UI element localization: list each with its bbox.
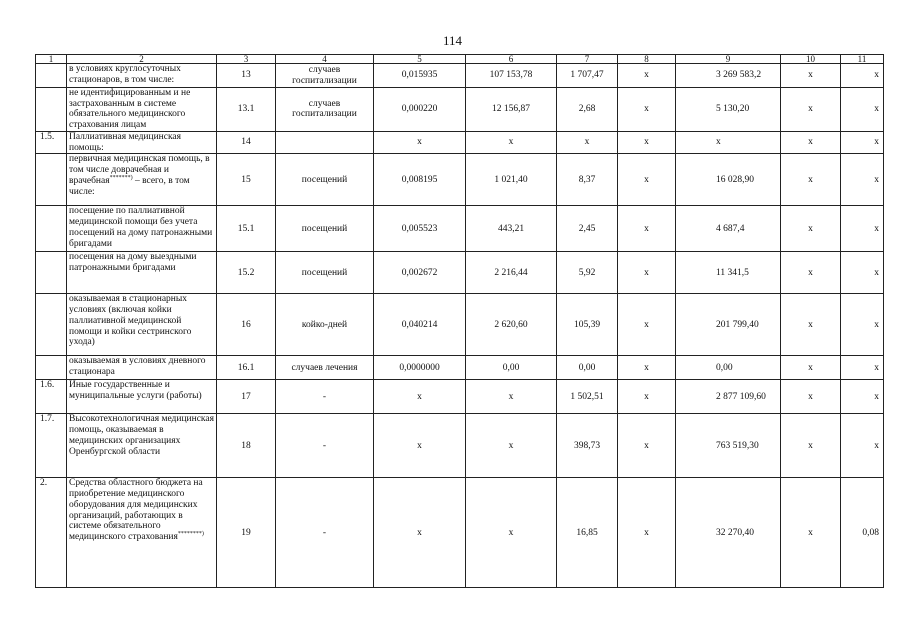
per-capita-amount: 2,45 bbox=[557, 206, 618, 252]
unit-of-measure: случаев госпитализации bbox=[276, 64, 374, 88]
oms-per-capita: x bbox=[618, 356, 676, 380]
unit-of-measure: посещений bbox=[276, 252, 374, 294]
oms-per-capita: x bbox=[618, 478, 676, 588]
unit-cost: 2 620,60 bbox=[466, 294, 557, 356]
oms-total: x bbox=[781, 478, 841, 588]
table-row bbox=[36, 64, 884, 88]
row-label-text: Высокотехнологичная медицинская помощь, оказываемая в медицинских организациях Оренбургской области bbox=[69, 414, 214, 457]
row-label-text: оказываемая в стационарных условиях (включая койки паллиативной медицинской помощи и койки сестринского ухода) bbox=[69, 294, 192, 348]
oms-per-capita: x bbox=[618, 206, 676, 252]
norm-volume: 0,0000000 bbox=[374, 356, 466, 380]
oms-per-capita: x bbox=[618, 64, 676, 88]
row-code: 17 bbox=[217, 380, 276, 414]
row-label bbox=[67, 356, 217, 380]
column-number: 11 bbox=[841, 55, 884, 64]
unit-of-measure: - bbox=[276, 380, 374, 414]
row-label-text: Паллиативная медицинская помощь: bbox=[69, 131, 182, 153]
column-number: 2 bbox=[67, 55, 217, 64]
oms-per-capita: x bbox=[618, 88, 676, 132]
norm-volume: x bbox=[374, 380, 466, 414]
share-percent: x bbox=[841, 206, 884, 252]
share-percent: x bbox=[841, 131, 884, 153]
unit-cost: x bbox=[466, 131, 557, 153]
norm-volume: 0,015935 bbox=[374, 64, 466, 88]
row-label-text: посещение по паллиативной медицинской помощи без учета посещений на дому патронажными бригадами bbox=[69, 206, 213, 249]
share-percent: x bbox=[841, 154, 884, 206]
row-label-text: в условиях круглосуточных стационаров, в том числе: bbox=[69, 64, 181, 85]
unit-cost: 0,00 bbox=[466, 356, 557, 380]
row-label bbox=[67, 206, 217, 252]
unit-of-measure: посещений bbox=[276, 154, 374, 206]
oms-total: x bbox=[781, 88, 841, 132]
total-amount: 16 028,90 bbox=[676, 154, 781, 206]
row-label bbox=[67, 64, 217, 88]
norm-volume: x bbox=[374, 414, 466, 478]
oms-total: x bbox=[781, 252, 841, 294]
section-number bbox=[36, 356, 67, 380]
row-code: 15.1 bbox=[217, 206, 276, 252]
row-code: 16 bbox=[217, 294, 276, 356]
oms-total: x bbox=[781, 131, 841, 153]
per-capita-amount: 2,68 bbox=[557, 88, 618, 132]
section-number: 1.6. bbox=[36, 380, 67, 414]
oms-total: x bbox=[781, 380, 841, 414]
table-row bbox=[36, 414, 884, 478]
per-capita-amount: 398,73 bbox=[557, 414, 618, 478]
unit-cost: 2 216,44 bbox=[466, 252, 557, 294]
section-number bbox=[36, 252, 67, 294]
column-number: 4 bbox=[276, 55, 374, 64]
column-number: 6 bbox=[466, 55, 557, 64]
table-row bbox=[36, 380, 884, 414]
table-row bbox=[36, 252, 884, 294]
program-financing-table bbox=[35, 54, 884, 588]
norm-volume: 0,040214 bbox=[374, 294, 466, 356]
row-label-text: Иные государственные и муниципальные услуги (работы) bbox=[69, 380, 202, 402]
row-label bbox=[67, 380, 217, 414]
section-number bbox=[36, 294, 67, 356]
section-number: 1.5. bbox=[36, 131, 67, 153]
oms-total: x bbox=[781, 154, 841, 206]
norm-volume: x bbox=[374, 478, 466, 588]
row-code: 18 bbox=[217, 414, 276, 478]
total-amount: 763 519,30 bbox=[676, 414, 781, 478]
norm-volume: 0,002672 bbox=[374, 252, 466, 294]
row-label-text: не идентифицированным и не застрахованным в системе обязательного медицинского страхования лицам bbox=[69, 88, 191, 131]
oms-total: x bbox=[781, 356, 841, 380]
share-percent: 0,08 bbox=[841, 478, 884, 588]
unit-of-measure bbox=[276, 131, 374, 153]
unit-of-measure: случаев лечения bbox=[276, 356, 374, 380]
share-percent: x bbox=[841, 88, 884, 132]
column-number: 10 bbox=[781, 55, 841, 64]
column-number: 1 bbox=[36, 55, 67, 64]
row-code: 13 bbox=[217, 64, 276, 88]
table-row bbox=[36, 131, 884, 153]
column-number: 3 bbox=[217, 55, 276, 64]
per-capita-amount: 5,92 bbox=[557, 252, 618, 294]
row-label-text: оказываемая в условиях дневного стационара bbox=[69, 356, 206, 378]
row-label-suffix: – всего, в том числе: bbox=[69, 175, 190, 197]
oms-total: x bbox=[781, 414, 841, 478]
per-capita-amount: x bbox=[557, 131, 618, 153]
per-capita-amount: 105,39 bbox=[557, 294, 618, 356]
row-label-text: первичная медицинская помощь, в том числе доврачебная и врачебная bbox=[69, 154, 210, 186]
norm-volume: 0,008195 bbox=[374, 154, 466, 206]
section-number bbox=[36, 154, 67, 206]
column-number: 5 bbox=[374, 55, 466, 64]
row-label-text: Средства областного бюджета на приобретение медицинского оборудования для медицинских организаций, работающих в системе обязательного медицинского страхования bbox=[69, 478, 203, 543]
total-amount: 11 341,5 bbox=[676, 252, 781, 294]
unit-cost: 12 156,87 bbox=[466, 88, 557, 132]
row-code: 13.1 bbox=[217, 88, 276, 132]
norm-volume: x bbox=[374, 131, 466, 153]
per-capita-amount: 1 707,47 bbox=[557, 64, 618, 88]
footnote-mark: ********) bbox=[177, 530, 204, 537]
table-row bbox=[36, 294, 884, 356]
unit-of-measure: - bbox=[276, 478, 374, 588]
section-number bbox=[36, 206, 67, 252]
total-amount: x bbox=[676, 131, 781, 153]
row-label bbox=[67, 88, 217, 132]
oms-per-capita: x bbox=[618, 294, 676, 356]
column-number: 9 bbox=[676, 55, 781, 64]
total-amount: 32 270,40 bbox=[676, 478, 781, 588]
total-amount: 201 799,40 bbox=[676, 294, 781, 356]
per-capita-amount: 16,85 bbox=[557, 478, 618, 588]
oms-per-capita: x bbox=[618, 414, 676, 478]
unit-cost: 1 021,40 bbox=[466, 154, 557, 206]
row-label bbox=[67, 131, 217, 153]
section-number bbox=[36, 64, 67, 88]
norm-volume: 0,005523 bbox=[374, 206, 466, 252]
norm-volume: 0,000220 bbox=[374, 88, 466, 132]
unit-of-measure: койко-дней bbox=[276, 294, 374, 356]
oms-total: x bbox=[781, 294, 841, 356]
share-percent: x bbox=[841, 64, 884, 88]
unit-cost: x bbox=[466, 478, 557, 588]
oms-per-capita: x bbox=[618, 154, 676, 206]
row-code: 14 bbox=[217, 131, 276, 153]
unit-of-measure: случаев госпитализации bbox=[276, 88, 374, 132]
row-label bbox=[67, 414, 217, 478]
per-capita-amount: 1 502,51 bbox=[557, 380, 618, 414]
share-percent: x bbox=[841, 252, 884, 294]
section-number: 2. bbox=[36, 478, 67, 588]
row-code: 19 bbox=[217, 478, 276, 588]
share-percent: x bbox=[841, 414, 884, 478]
oms-per-capita: x bbox=[618, 380, 676, 414]
column-number: 8 bbox=[618, 55, 676, 64]
total-amount: 3 269 583,2 bbox=[676, 64, 781, 88]
unit-of-measure: посещений bbox=[276, 206, 374, 252]
row-code: 15.2 bbox=[217, 252, 276, 294]
row-label bbox=[67, 478, 217, 588]
share-percent: x bbox=[841, 294, 884, 356]
row-code: 16.1 bbox=[217, 356, 276, 380]
table-row bbox=[36, 154, 884, 206]
unit-cost: x bbox=[466, 380, 557, 414]
unit-cost: 107 153,78 bbox=[466, 64, 557, 88]
row-label bbox=[67, 294, 217, 356]
oms-total: x bbox=[781, 64, 841, 88]
page-number: 114 bbox=[442, 33, 463, 48]
total-amount: 2 877 109,60 bbox=[676, 380, 781, 414]
row-label-text: посещения на дому выездными патронажными бригадами bbox=[69, 252, 197, 274]
column-number: 7 bbox=[557, 55, 618, 64]
row-code: 15 bbox=[217, 154, 276, 206]
table-row bbox=[36, 356, 884, 380]
row-label bbox=[67, 154, 217, 206]
unit-cost: 443,21 bbox=[466, 206, 557, 252]
total-amount: 0,00 bbox=[676, 356, 781, 380]
share-percent: x bbox=[841, 356, 884, 380]
table-row bbox=[36, 206, 884, 252]
oms-total: x bbox=[781, 206, 841, 252]
unit-cost: x bbox=[466, 414, 557, 478]
table-row bbox=[36, 88, 884, 132]
per-capita-amount: 0,00 bbox=[557, 356, 618, 380]
section-number: 1.7. bbox=[36, 414, 67, 478]
oms-per-capita: x bbox=[618, 131, 676, 153]
share-percent: x bbox=[841, 380, 884, 414]
per-capita-amount: 8,37 bbox=[557, 154, 618, 206]
section-number bbox=[36, 88, 67, 132]
unit-of-measure: - bbox=[276, 414, 374, 478]
total-amount: 5 130,20 bbox=[676, 88, 781, 132]
column-number-row bbox=[36, 55, 884, 64]
oms-per-capita: x bbox=[618, 252, 676, 294]
footnote-mark: *******) bbox=[109, 174, 133, 181]
table-row bbox=[36, 478, 884, 588]
row-label bbox=[67, 252, 217, 294]
total-amount: 4 687,4 bbox=[676, 206, 781, 252]
